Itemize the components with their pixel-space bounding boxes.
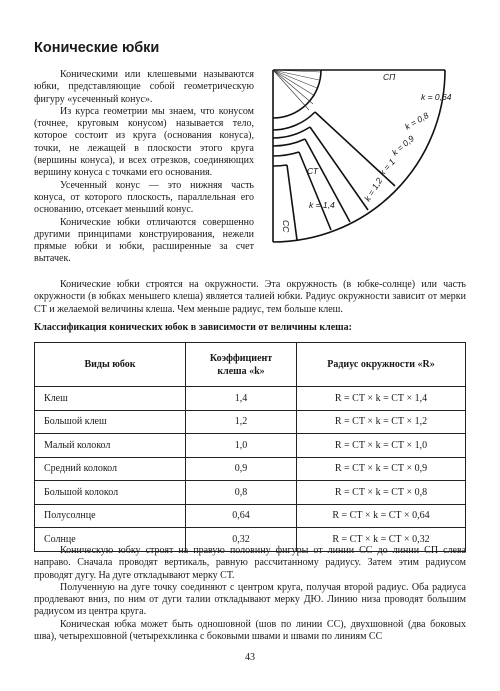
label-sp: СП xyxy=(383,72,396,82)
cell-radius: R = СТ × k = СТ × 1,2 xyxy=(297,410,466,434)
intro-paragraph: Усеченный конус — это нижняя часть конуса, от которого плоскость, параллельная его основанию, отсекает меньший конус. xyxy=(34,179,254,216)
page-number: 43 xyxy=(245,652,255,663)
label-k09: k = 0,9 xyxy=(389,133,417,158)
header-coef xyxy=(186,343,297,387)
paragraph: Коническая юбка может быть одношовной (шов по линии СС), двухшовной (два боковых шва), четырехшовной (четырехклинка с боковыми швами и швами по линиям СС xyxy=(34,618,466,643)
paragraph: Коническую юбку строят на правую половину фигуры от линии СС до линии СП слева направо. Сначала проводят вертикаль, равную рассчитанному радиусу. Затем этим радиусом проводят дугу. На дуге откладывают мерку СТ. xyxy=(34,545,466,581)
waist-arc-k09 xyxy=(273,127,310,138)
table-row xyxy=(35,387,466,411)
label-k12: k = 1,2 xyxy=(362,175,385,204)
cell-k: 0,64 xyxy=(186,504,297,528)
paragraph: Полученную на дуге точку соединяют с центром круга, получая второй радиус. Оба радиуса продлевают вниз, по ним от дуги талии откладывают мерку ДЮ. Линию низа проводят большим радиусом из центра круга. xyxy=(34,581,466,618)
cell-k: 0,8 xyxy=(186,481,297,505)
label-k08: k = 0,8 xyxy=(403,110,431,132)
paragraph: Конические юбки строятся на окружности. Эта окружность (в юбке-солнце) или часть окружности (в юбках меньшего клеша) является талией юбки. Радиус окружности зависит от мерки СТ и желаемой величины клеша. Чем меньше радиус, тем больше клеш. xyxy=(34,279,466,315)
label-st: СТ xyxy=(307,166,319,176)
header-coef-line1: Коэффициент xyxy=(209,352,273,364)
table-row xyxy=(35,434,466,458)
waist-arc-k14 xyxy=(273,165,287,166)
conical-skirt-diagram xyxy=(265,62,470,278)
waist-arc-k12 xyxy=(273,152,299,156)
cell-radius: R = СТ × k = СТ × 1,0 xyxy=(297,434,466,458)
cell-k: 1,2 xyxy=(186,410,297,434)
label-k064: k = 0,64 xyxy=(421,92,452,102)
bottom-text xyxy=(34,545,466,643)
header-coef-line2: клеша «k» xyxy=(217,365,265,377)
cell-radius: R = СТ × k = СТ × 0,32 xyxy=(297,528,466,552)
cell-k: 1,4 xyxy=(186,387,297,411)
label-ss: СС xyxy=(281,220,291,233)
hem-arc xyxy=(273,70,445,242)
cell-k: 0,9 xyxy=(186,457,297,481)
table-row xyxy=(35,457,466,481)
cell-radius: R = СТ × k = СТ × 0,64 xyxy=(297,504,466,528)
cell-name: Большой клеш xyxy=(35,410,186,434)
cell-name: Солнце xyxy=(35,528,186,552)
construction-paragraph xyxy=(34,279,466,316)
waist-arc-k1 xyxy=(273,139,305,146)
cell-name: Средний колокол xyxy=(35,457,186,481)
cell-radius: R = СТ × k = СТ × 1,4 xyxy=(297,387,466,411)
table-title: Классификация конических юбок в зависимости от величины клеша: xyxy=(34,322,352,333)
table-row xyxy=(35,481,466,505)
cell-name: Полусолнце xyxy=(35,504,186,528)
waist-arc-k064 xyxy=(273,70,321,118)
page-title: Конические юбки xyxy=(34,40,160,56)
cell-name: Малый колокол xyxy=(35,434,186,458)
classification-table xyxy=(34,342,466,552)
label-k14: k = 1,4 xyxy=(309,200,335,210)
label-k1: k = 1 xyxy=(377,156,397,178)
intro-text xyxy=(34,69,254,266)
table-header-row xyxy=(35,343,466,387)
intro-paragraph: Из курса геометрии мы знаем, что конусом (точнее, круговым конусом) называется тело, которое состоит из круга (основания конуса), точки, не лежащей в плоскости этого круга (вершины конуса), и всех отрезков, соединяющих вершину конуса с точками его основания. xyxy=(34,105,254,179)
cell-radius: R = СТ × k = СТ × 0,8 xyxy=(297,481,466,505)
table-row xyxy=(35,504,466,528)
header-type: Виды юбок xyxy=(35,343,186,387)
cell-name: Большой колокол xyxy=(35,481,186,505)
cell-radius: R = СТ × k = СТ × 0,9 xyxy=(297,457,466,481)
cell-name: Клеш xyxy=(35,387,186,411)
header-radius: Радиус окружности «R» xyxy=(297,343,466,387)
intro-paragraph: Конические юбки отличаются совершенно другими принципами конструирования, нежели прямые юбки и юбки, расширенные за счет вытачек. xyxy=(34,216,254,265)
table-row xyxy=(35,410,466,434)
cell-k: 0,32 xyxy=(186,528,297,552)
intro-paragraph: Коническими или клешевыми называются юбки, представляющие собой геометрическую фигуру «усеченный конус». xyxy=(34,69,254,105)
cell-k: 1,0 xyxy=(186,434,297,458)
